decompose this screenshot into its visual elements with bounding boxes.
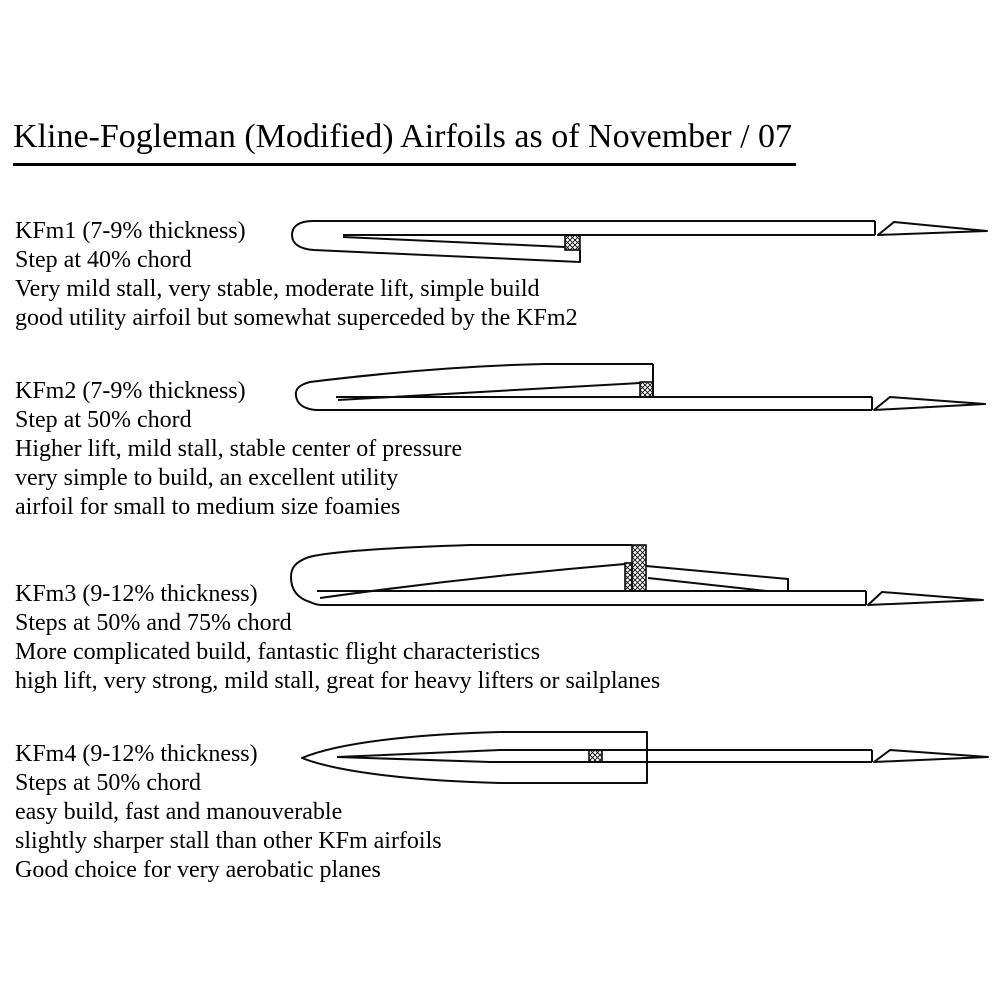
kfm3-aileron <box>868 592 983 605</box>
kfm3-desc-1: More complicated build, fantastic flight characteristics <box>15 639 541 665</box>
kfm1-aileron <box>878 222 987 235</box>
kfm1-name: KFm1 (7-9% thickness) <box>15 218 246 244</box>
kfm3-step-info: Steps at 50% and 75% chord <box>15 610 292 636</box>
kfm3-wedge-top <box>646 566 788 591</box>
kfm4-desc-3: Good choice for very aerobatic planes <box>15 857 381 883</box>
kfm3-wedge-seam <box>648 578 766 591</box>
page-title: Kline-Fogleman (Modified) Airfoils as of November / 07 <box>13 118 796 166</box>
kfm4-aileron <box>874 750 988 762</box>
section-kfm2 <box>15 377 462 522</box>
kfm2-desc-3: airfoil for small to medium size foamies <box>15 494 401 520</box>
kfm2-name: KFm2 (7-9% thickness) <box>15 378 246 404</box>
kfm1-step-info: Step at 40% chord <box>15 247 192 273</box>
kfm1-desc-2: good utility airfoil but somewhat superceded by the KFm2 <box>15 305 578 331</box>
kfm4-spar-hatch <box>589 750 602 762</box>
kfm3-name: KFm3 (9-12% thickness) <box>15 581 258 607</box>
kfm1-desc-1: Very mild stall, very stable, moderate lift, simple build <box>15 276 540 302</box>
kfm2-spar-hatch <box>640 382 653 397</box>
kfm2-desc-2: very simple to build, an excellent utility <box>15 465 399 491</box>
section-kfm1 <box>15 217 578 333</box>
section-kfm3 <box>15 580 660 696</box>
kfm4-name: KFm4 (9-12% thickness) <box>15 741 258 767</box>
kfm2-aileron <box>874 397 985 410</box>
kfm4-desc-2: slightly sharper stall than other KFm airfoils <box>15 828 442 854</box>
kfm2-step-info: Step at 50% chord <box>15 407 192 433</box>
kfm4-desc-1: easy build, fast and manouverable <box>15 799 343 825</box>
section-kfm4 <box>15 740 442 885</box>
kfm4-step-info: Steps at 50% chord <box>15 770 201 796</box>
kfm3-desc-2: high lift, very strong, mild stall, great for heavy lifters or sailplanes <box>15 668 661 694</box>
kfm2-desc-1: Higher lift, mild stall, stable center of pressure <box>15 436 463 462</box>
